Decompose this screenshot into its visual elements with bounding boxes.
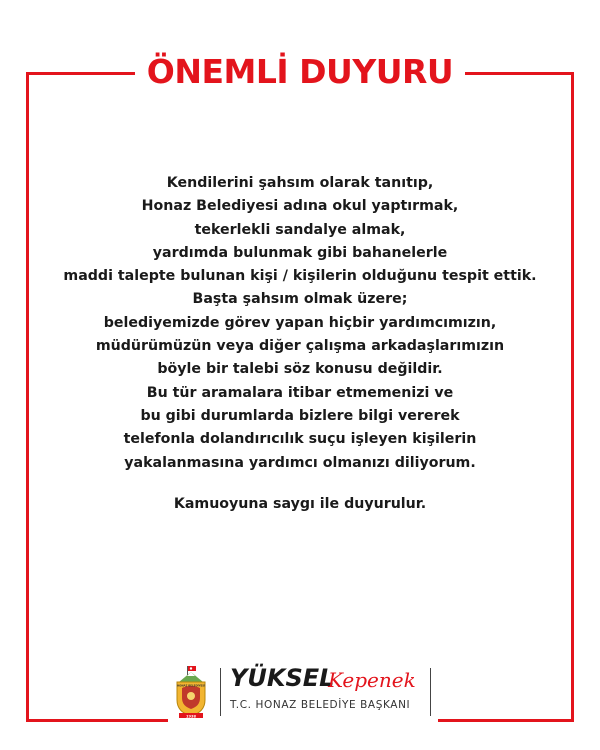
signature-divider-left [220, 668, 221, 716]
body-line: Honaz Belediyesi adına okul yaptırmak, [141, 198, 459, 215]
body-line: müdürümüzün veya diğer çalışma arkadaşlarımızın [95, 338, 505, 355]
title-wrap [0, 50, 600, 94]
body-line: belediyemizde görev yapan hiçbir yardımcımızın, [103, 314, 497, 331]
body-line: Bu tür aramalara itibar etmemenizi ve [146, 384, 454, 401]
mayor-surname-signature: Kepenek [328, 668, 416, 692]
body-line: telefonla dolandırıcılık suçu işleyen kişilerin [123, 431, 477, 448]
municipality-seal-icon [172, 664, 210, 720]
announcement-title: ÖNEMLİ DUYURU [135, 50, 465, 94]
emblem-text: HONAZ BELEDİYESİ [176, 684, 206, 688]
body-line: yakalanmasına yardımcı olmanızı diliyorum. [124, 454, 476, 471]
emblem-year: 1938 [185, 714, 197, 719]
mayor-position: T.C. HONAZ BELEDİYE BAŞKANI [230, 699, 411, 711]
signature-divider-right [430, 668, 431, 716]
body-line: tekerlekli sandalye almak, [194, 221, 406, 238]
body-line: Kendilerini şahsım olarak tanıtıp, [166, 175, 434, 191]
announcement-closing: Kamuoyuna saygı ile duyurulur. [173, 496, 427, 512]
mayor-name: YÜKSEL [230, 664, 335, 692]
body-line: bu gibi durumlarda bizlere bilgi vererek [140, 407, 460, 424]
body-line: böyle bir talebi söz konusu değildir. [157, 361, 443, 378]
body-line: Başta şahsım olmak üzere; [192, 291, 408, 308]
body-line: maddi talepte bulunan kişi / kişilerin olduğunu tespit ettik. [63, 268, 537, 285]
body-line: yardımda bulunmak gibi bahanelerle [152, 244, 448, 261]
signature-block [168, 656, 438, 726]
announcement-body [40, 172, 560, 475]
